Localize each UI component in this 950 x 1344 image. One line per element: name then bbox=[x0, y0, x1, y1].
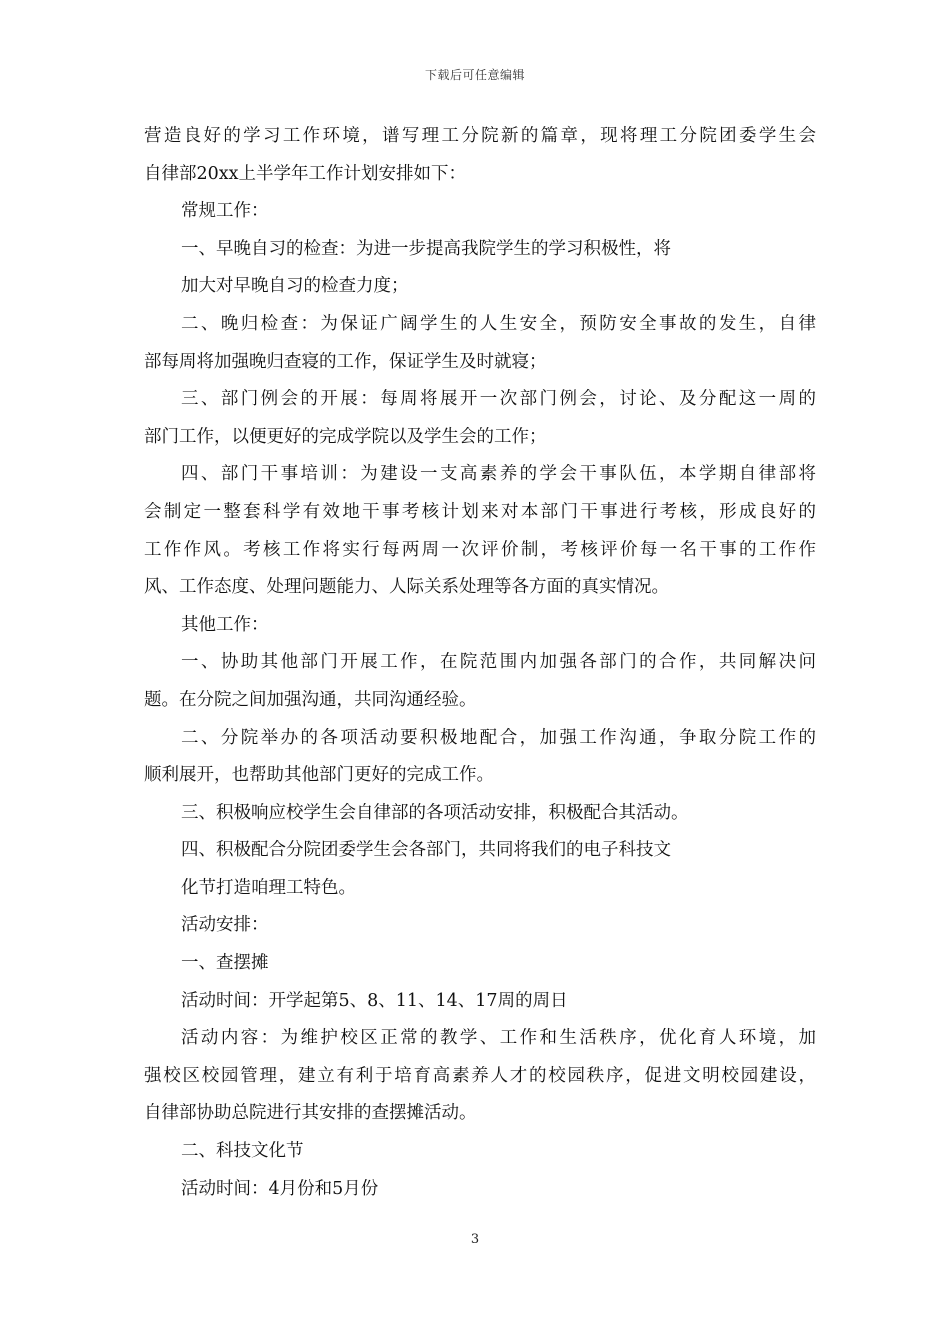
text-line: 活动时间：开学起第5、8、11、14、17周的周日 bbox=[181, 990, 568, 1011]
text-line: 工作作风。考核工作将实行每两周一次评价制，考核评价每一名干事的工作作 bbox=[144, 539, 816, 560]
text-line: 强校区校园管理，建立有利于培育高素养人才的校园秩序，促进文明校园建设， bbox=[144, 1065, 816, 1086]
page-header-note: 下载后可任意编辑 bbox=[424, 68, 525, 82]
text-line: 三、部门例会的开展：每周将展开一次部门例会，讨论、及分配这一周的 bbox=[181, 389, 816, 410]
text-line: 题。在分院之间加强沟通，共同沟通经验。 bbox=[144, 689, 477, 710]
text-line: 部门工作，以便更好的完成学院以及学生会的工作； bbox=[144, 426, 547, 447]
text-line: 化节打造咱理工特色。 bbox=[181, 877, 356, 898]
text-line: 二、分院举办的各项活动要积极地配合，加强工作沟通，争取分院工作的 bbox=[181, 727, 816, 748]
text-line: 活动内容：为维护校区正常的教学、工作和生活秩序，优化育人环境，加 bbox=[181, 1028, 816, 1049]
text-line: 营造良好的学习工作环境，谱写理工分院新的篇章，现将理工分院团委学生会 bbox=[144, 126, 816, 146]
text-line: 常规工作： bbox=[181, 201, 269, 222]
text-line: 自律部协助总院进行其安排的查摆摊活动。 bbox=[144, 1103, 477, 1124]
text-line: 顺利展开，也帮助其他部门更好的完成工作。 bbox=[144, 765, 494, 786]
text-line: 部每周将加强晚归查寝的工作，保证学生及时就寝； bbox=[144, 351, 547, 372]
text-line: 会制定一整套科学有效地干事考核计划来对本部门干事进行考核，形成良好的 bbox=[144, 501, 816, 522]
text-line: 一、协助其他部门开展工作，在院范围内加强各部门的合作，共同解决问 bbox=[181, 652, 816, 673]
page-number: 3 bbox=[470, 1232, 480, 1247]
text-line: 自律部20xx上半学年工作计划安排如下： bbox=[144, 163, 467, 184]
document-body bbox=[144, 118, 816, 1208]
text-line: 四、积极配合分院团委学生会各部门，共同将我们的电子科技文 bbox=[181, 840, 671, 861]
text-line: 三、积极响应校学生会自律部的各项活动安排，积极配合其活动。 bbox=[181, 802, 689, 823]
text-line: 二、晚归检查：为保证广阔学生的人生安全，预防安全事故的发生，自律 bbox=[181, 313, 816, 334]
text-line: 一、早晚自习的检查：为进一步提高我院学生的学习积极性，将 bbox=[181, 238, 671, 259]
text-line: 四、部门干事培训：为建设一支高素养的学会干事队伍，本学期自律部将 bbox=[181, 464, 816, 485]
text-line: 一、查摆摊 bbox=[181, 953, 269, 974]
text-line: 活动安排： bbox=[181, 915, 269, 936]
text-line: 加大对早晚自习的检查力度； bbox=[181, 276, 409, 297]
text-line: 其他工作： bbox=[181, 614, 269, 635]
text-line: 活动时间：4月份和5月份 bbox=[181, 1178, 379, 1199]
text-line: 二、科技文化节 bbox=[181, 1141, 304, 1162]
text-line: 风、工作态度、处理问题能力、人际关系处理等各方面的真实情况。 bbox=[144, 577, 669, 598]
